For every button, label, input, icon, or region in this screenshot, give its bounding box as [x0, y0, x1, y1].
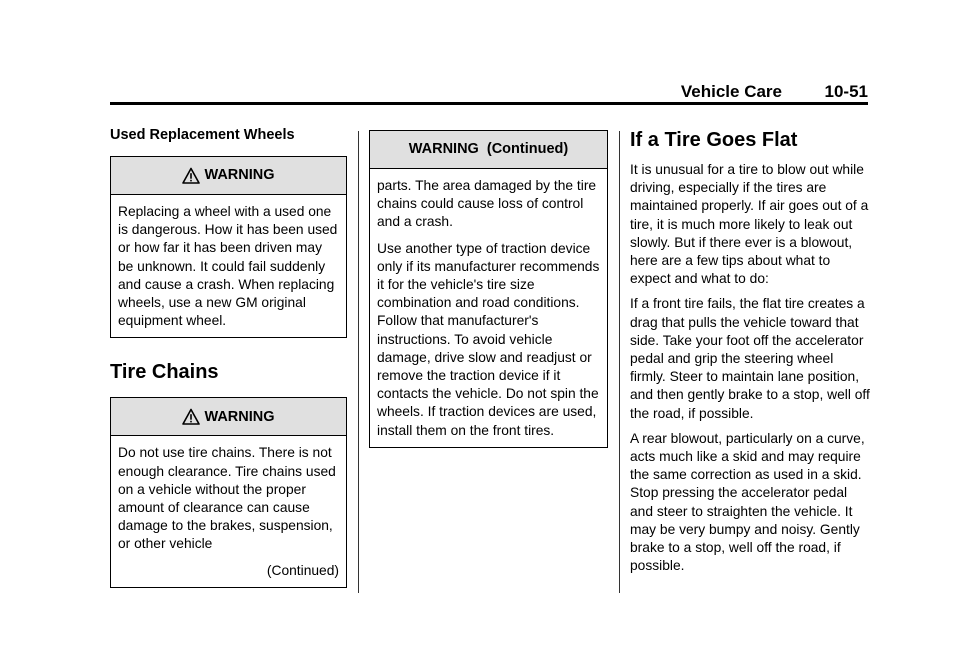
warning-header: [111, 398, 346, 436]
warning-continued-label: WARNING (Continued): [408, 141, 569, 158]
warning-text: Use another type of traction device only if its manufacturer recommends it for the vehicle's tire size combination and road conditions. Follow that manufacturer's instructions. To avoid vehicle damage, drive slow and readjust or remove the traction device if it contacts the vehicle. Do not spin the wheels. If traction devices are used, install them on the front tires.: [377, 240, 600, 438]
section-title: Vehicle Care: [680, 82, 782, 101]
warning-header: [370, 131, 607, 169]
warning-box-used-wheels: [110, 156, 347, 338]
used-wheels-subheading: Used Replacement Wheels: [110, 127, 295, 143]
page-number: 10-51: [824, 82, 868, 101]
body-paragraph: If a front tire fails, the flat tire creates a drag that pulls the vehicle toward that side. Take your foot off the accelerator pedal and grip the steering wheel firmly. Steer to maintain lane position, and then gently brake to a stop, well off the road, if possible.: [630, 296, 870, 421]
warning-text: parts. The area damaged by the tire chains could cause loss of control and a crash.: [377, 178, 597, 230]
body-paragraph: A rear blowout, particularly on a curve, acts much like a skid and may require the same correction as used in a skid. Stop pressing the accelerator pedal and steer to straighten the vehicle. It may be very bumpy and noisy. Gently brake to a stop, well off the road, if possible.: [630, 430, 865, 574]
warning-triangle-icon: [182, 167, 200, 185]
continued-label: (Continued): [266, 562, 339, 578]
column-divider-2: [619, 131, 620, 593]
column-2: [369, 130, 608, 448]
warning-box-tire-chains: [110, 397, 347, 587]
flat-tire-heading: If a Tire Goes Flat: [630, 129, 798, 151]
warning-text: Do not use tire chains. There is not enough clearance. Tire chains used on a vehicle without the proper amount of clearance can cause damage to the brakes, suspension, or other vehicle: [118, 445, 336, 552]
warning-text: Replacing a wheel with a used one is dangerous. How it has been used or how far it has been driven may be unknown. It could fail suddenly and cause a crash. When replacing wheels, use a new GM original equipment wheel.: [118, 204, 338, 329]
tire-chains-heading: Tire Chains: [110, 361, 219, 384]
header-rule: [110, 102, 868, 105]
column-divider-1: [358, 131, 359, 593]
body-paragraph: It is unusual for a tire to blow out while driving, especially if the tires are maintained properly. If air goes out of a tire, it is much more likely to leak out slowly. But if there ever is a blowout, here are a few tips about what to expect and what to do:: [630, 162, 869, 287]
warning-box-continued: [369, 130, 608, 448]
warning-label: WARNING: [204, 408, 275, 425]
column-1: [110, 126, 347, 588]
column-3: [630, 128, 870, 582]
warning-header: [111, 157, 346, 195]
warning-label: WARNING: [204, 167, 275, 184]
warning-triangle-icon: [182, 408, 200, 426]
